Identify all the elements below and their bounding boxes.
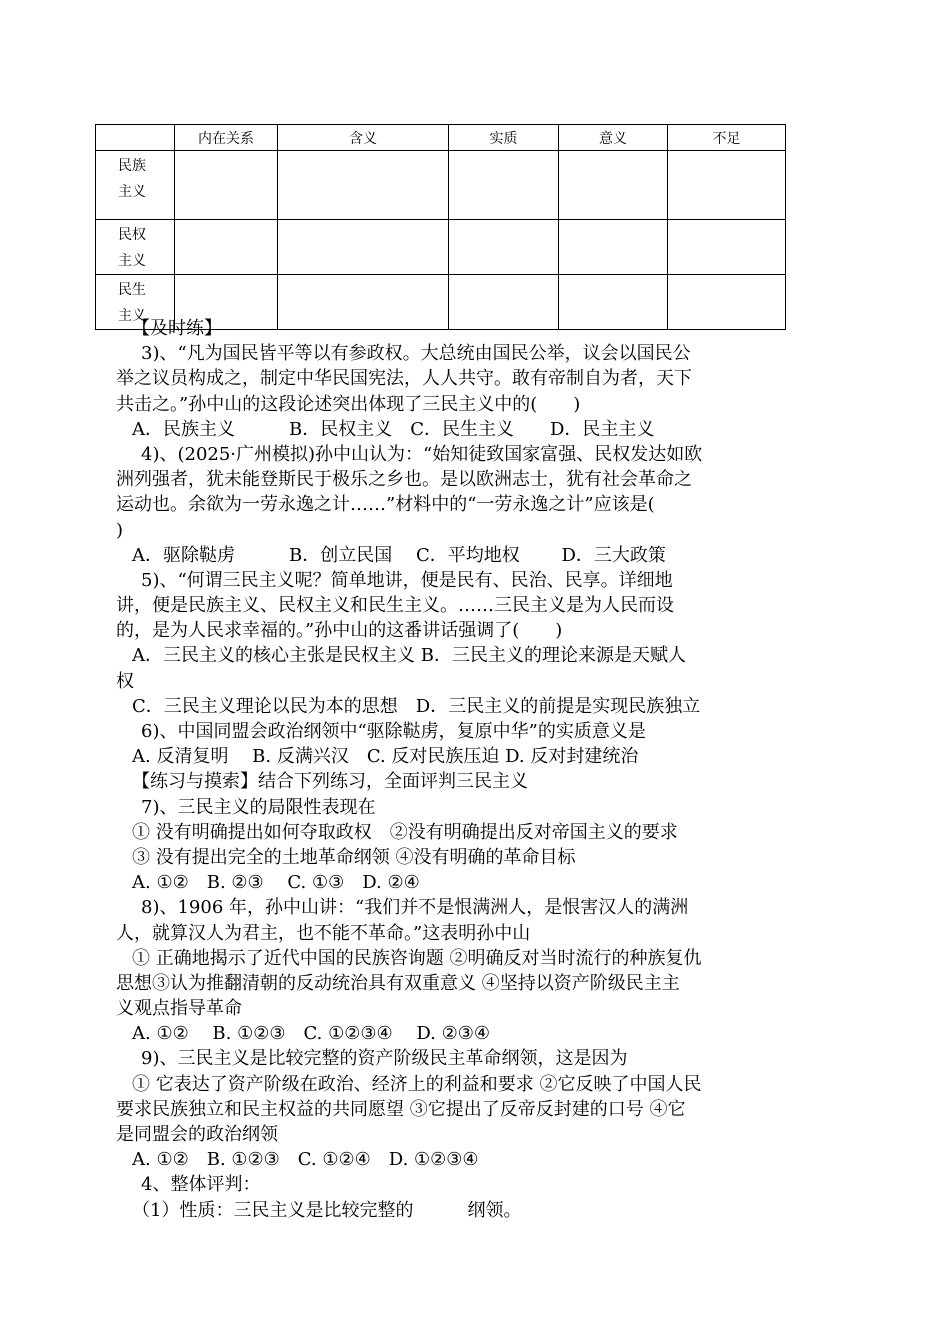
table-cell — [175, 220, 278, 275]
exercise-text — [116, 316, 841, 1223]
text-line: ) — [116, 519, 124, 541]
text-line: A. ①② B. ①②③ C. ①②④ D. ①②③④ — [132, 1149, 479, 1171]
text-line: 9)、三民主义是比较完整的资产阶级民主革命纲领，这是因为 — [141, 1048, 628, 1070]
table-cell — [668, 220, 786, 275]
text-line: 洲列强者，犹未能登斯民于极乐之乡也。是以欧洲志士，犹有社会革命之 — [116, 469, 692, 491]
text-line: 人，就算汉人为君主，也不能不革命。”这表明孙中山 — [116, 922, 531, 944]
text-line: A. ①② B. ②③ C. ①③ D. ②④ — [132, 872, 420, 894]
header-cell-meaning: 含义 — [278, 125, 449, 151]
text-line: 【及时练】 — [132, 318, 222, 339]
header-cell-essence: 实质 — [449, 125, 559, 151]
text-line: 4)、(2025·广州模拟)孙中山认为：“始知徒致国家富强、民权发达如欧 — [141, 443, 703, 465]
table-row — [96, 151, 786, 220]
text-line: A．民族主义 B．民权主义 C．民生主义 D．民主主义 — [132, 418, 655, 440]
text-line: ③ 没有提出完全的土地革命纲领 ④没有明确的革命目标 — [132, 846, 576, 868]
text-line: 【练习与摸索】结合下列练习，全面评判三民主义 — [132, 771, 528, 793]
header-cell-empty — [96, 125, 175, 151]
row-label-line: 主义 — [118, 253, 146, 269]
row-label-democracy — [96, 220, 175, 275]
text-line: A．驱除鞑虏 B．创立民国 C．平均地权 D．三大政策 — [132, 544, 666, 566]
table-cell — [278, 151, 449, 220]
table-cell — [449, 220, 559, 275]
text-line: A. 反清复明 B. 反满兴汉 C. 反对民族压迫 D. 反对封建统治 — [132, 746, 639, 768]
text-line: 义观点指导革命 — [116, 998, 242, 1020]
text-line: 4、整体评判： — [141, 1174, 261, 1196]
row-label-line: 主义 — [118, 184, 146, 200]
text-line: 运动也。余欲为一劳永逸之计……”材料中的“一劳永逸之计”应该是( — [116, 494, 655, 516]
header-cell-significance: 意义 — [559, 125, 668, 151]
table-row — [96, 220, 786, 275]
text-line: ① 没有明确提出如何夺取政权 ②没有明确提出反对帝国主义的要求 — [132, 821, 678, 843]
table-cell — [278, 220, 449, 275]
text-line: 8)、1906 年，孙中山讲：“我们并不是恨满洲人，是恨害汉人的满洲 — [141, 897, 689, 919]
table-cell — [449, 151, 559, 220]
table-cell — [559, 151, 668, 220]
table-cell — [175, 151, 278, 220]
text-line: 3)、“凡为国民皆平等以有参政权。大总统由国民公举，议会以国民公 — [141, 343, 691, 365]
header-cell-shortcoming: 不足 — [668, 125, 786, 151]
header-cell-relation: 内在关系 — [175, 125, 278, 151]
row-label-line: 民生 — [118, 282, 146, 298]
text-line: 的，是为人民求幸福的。”孙中山的这番讲话强调了( ) — [116, 620, 563, 642]
text-line: 举之议员构成之，制定中华民国宪法，人人共守。敢有帝制自为者，天下 — [116, 368, 692, 390]
text-line: ① 它表达了资产阶级在政治、经济上的利益和要求 ②它反映了中国人民 — [132, 1073, 702, 1095]
text-line: C．三民主义理论以民为本的思想 D．三民主义的前提是实现民族独立 — [132, 695, 701, 717]
text-line: 6)、中国同盟会政治纲领中“驱除鞑虏，复原中华”的实质意义是 — [141, 721, 646, 742]
table-header-row — [96, 125, 786, 151]
text-line: 讲，便是民族主义、民权主义和民生主义。……三民主义是为人民而设 — [116, 595, 674, 617]
row-label-line: 民权 — [118, 227, 146, 243]
text-line: 5)、“何谓三民主义呢？简单地讲，便是民有、民治、民享。详细地 — [141, 569, 673, 591]
text-line: A．三民主义的核心主张是民权主义 B．三民主义的理论来源是天赋人 — [132, 645, 686, 667]
text-line: 7)、三民主义的局限性表现在 — [141, 796, 376, 818]
row-label-nationalism — [96, 151, 175, 220]
text-line: 权 — [116, 670, 134, 692]
text-line: ① 正确地揭示了近代中国的民族咨询题 ②明确反对当时流行的种族复仇 — [132, 947, 702, 969]
table-cell — [559, 220, 668, 275]
row-label-line: 主义 — [118, 308, 146, 324]
text-line: 共击之。”孙中山的这段论述突出体现了三民主义中的( ) — [116, 393, 581, 415]
table-cell — [668, 151, 786, 220]
row-label-line: 民族 — [118, 158, 146, 174]
text-line: 是同盟会的政治纲领 — [116, 1124, 278, 1145]
text-line: 思想③认为推翻清朝的反动统治具有双重意义 ④坚持以资产阶级民主主 — [116, 972, 680, 994]
three-principles-table — [95, 124, 786, 330]
text-line: A. ①② B. ①②③ C. ①②③④ D. ②③④ — [132, 1023, 491, 1045]
text-line: 要求民族独立和民主权益的共同愿望 ③它提出了反帝反封建的口号 ④它 — [116, 1098, 686, 1120]
text-line: （1）性质：三民主义是比较完整的 纲领。 — [132, 1199, 522, 1221]
